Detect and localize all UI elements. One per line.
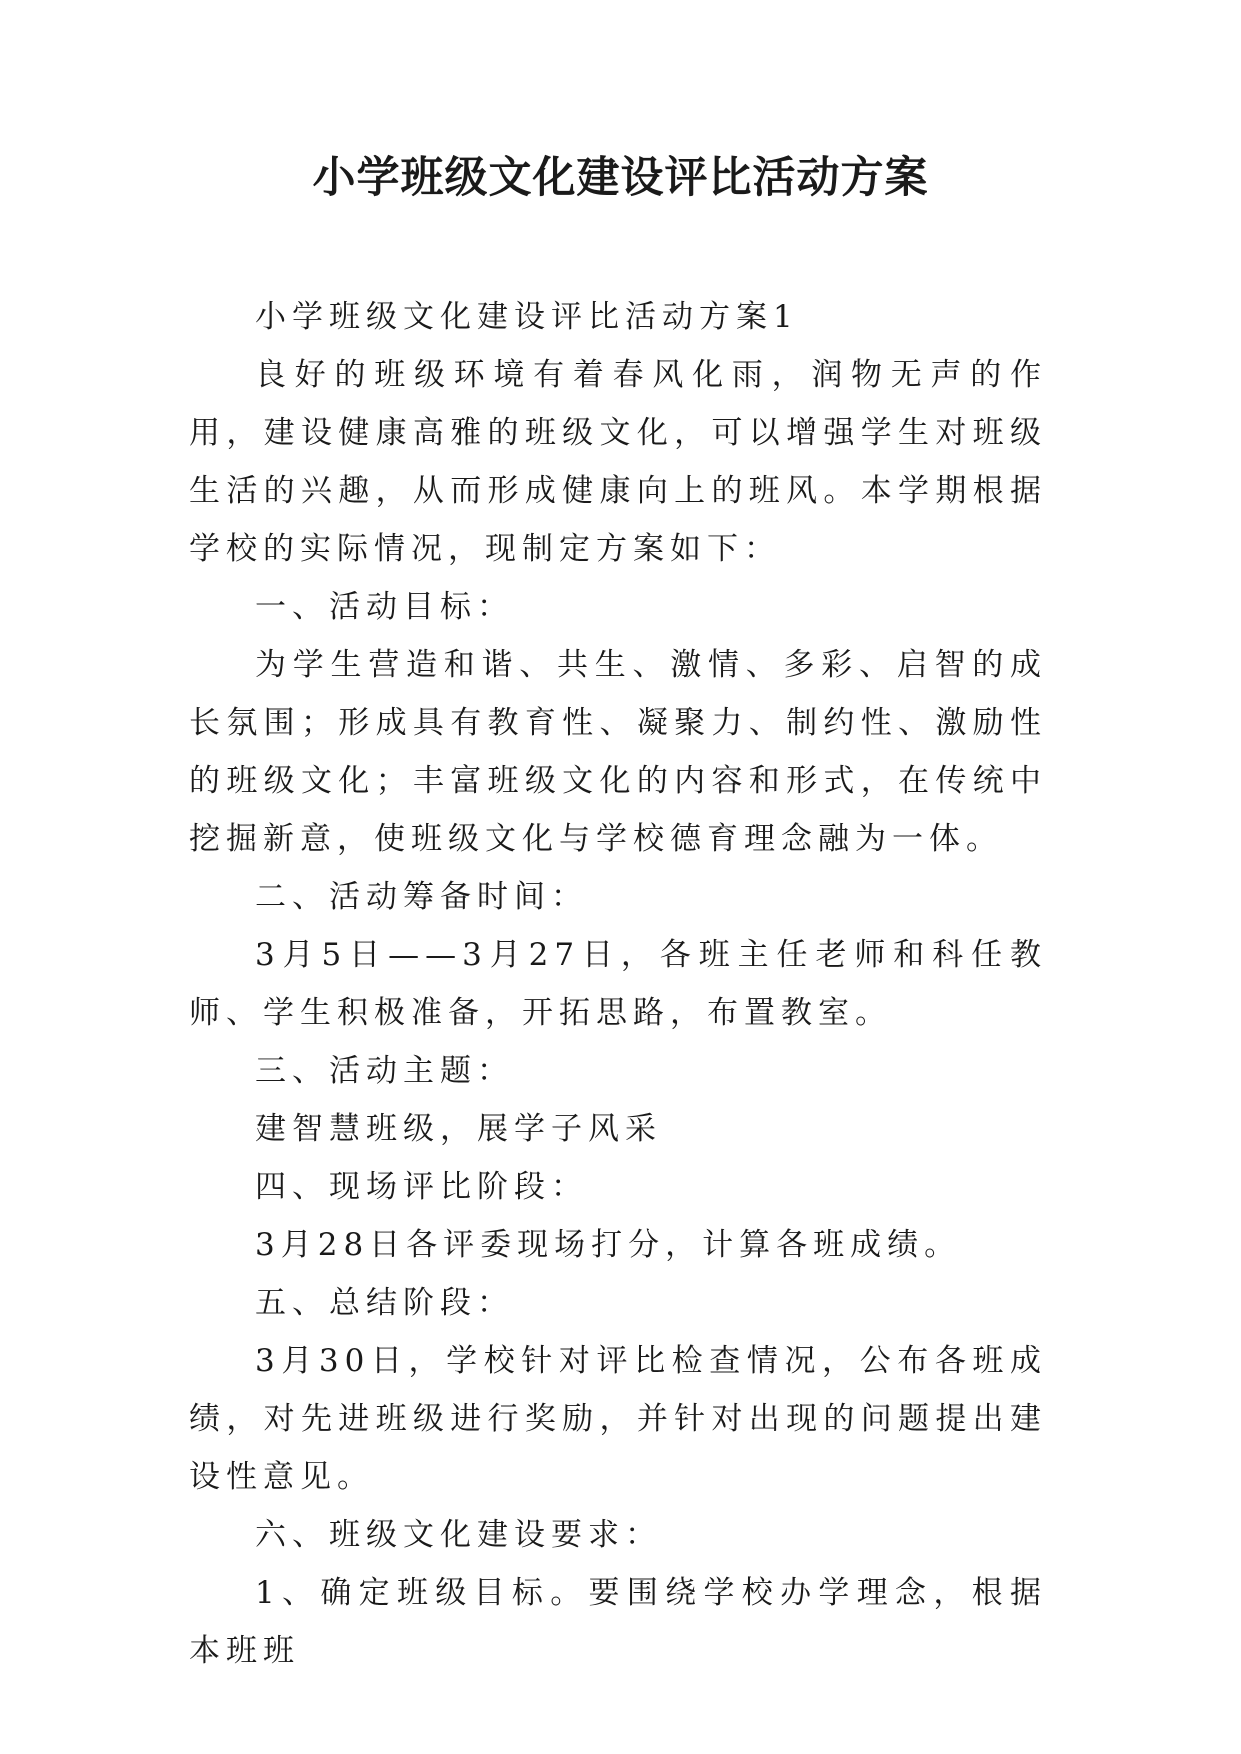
- theme-paragraph: 建智慧班级，展学子风采: [255, 1111, 662, 1147]
- evaluation-paragraph: 3月28日各评委现场打分，计算各班成绩。: [255, 1227, 962, 1263]
- preparation-paragraph: 3月5日——3月27日，各班主任老师和科任教师、学生积极准备，开拓思路，布置教室。: [189, 937, 1047, 1031]
- section-heading-summary: 五、总结阶段：: [255, 1285, 514, 1321]
- section-heading-requirements: 六、班级文化建设要求：: [255, 1517, 662, 1553]
- goals-paragraph: 为学生营造和谐、共生、激情、多彩、启智的成长氛围；形成具有教育性、凝聚力、制约性、激励性的班级文化；丰富班级文化的内容和形式，在传统中挖掘新意，使班级文化与学校德育理念融为一体。: [189, 647, 1047, 857]
- requirements-paragraph: 1、确定班级目标。要围绕学校办学理念，根据本班班: [189, 1575, 1047, 1669]
- intro-paragraph: 良好的班级环境有着春风化雨，润物无声的作用，建设健康高雅的班级文化，可以增强学生对班级生活的兴趣，从而形成健康向上的班风。本学期根据学校的实际情况，现制定方案如下：: [189, 357, 1047, 567]
- section-heading-evaluation: 四、现场评比阶段：: [255, 1169, 588, 1205]
- summary-paragraph: 3月30日，学校针对评比检查情况，公布各班成绩，对先进班级进行奖励，并针对出现的问题提出建设性意见。: [189, 1343, 1047, 1495]
- section-heading-theme: 三、活动主题：: [255, 1053, 514, 1089]
- section-heading-goals: 一、活动目标：: [255, 589, 514, 625]
- document-body: [189, 288, 1047, 1680]
- section-heading-preparation: 二、活动筹备时间：: [255, 879, 588, 915]
- subtitle-paragraph: 小学班级文化建设评比活动方案1: [255, 299, 799, 335]
- document-title: 小学班级文化建设评比活动方案: [312, 153, 929, 203]
